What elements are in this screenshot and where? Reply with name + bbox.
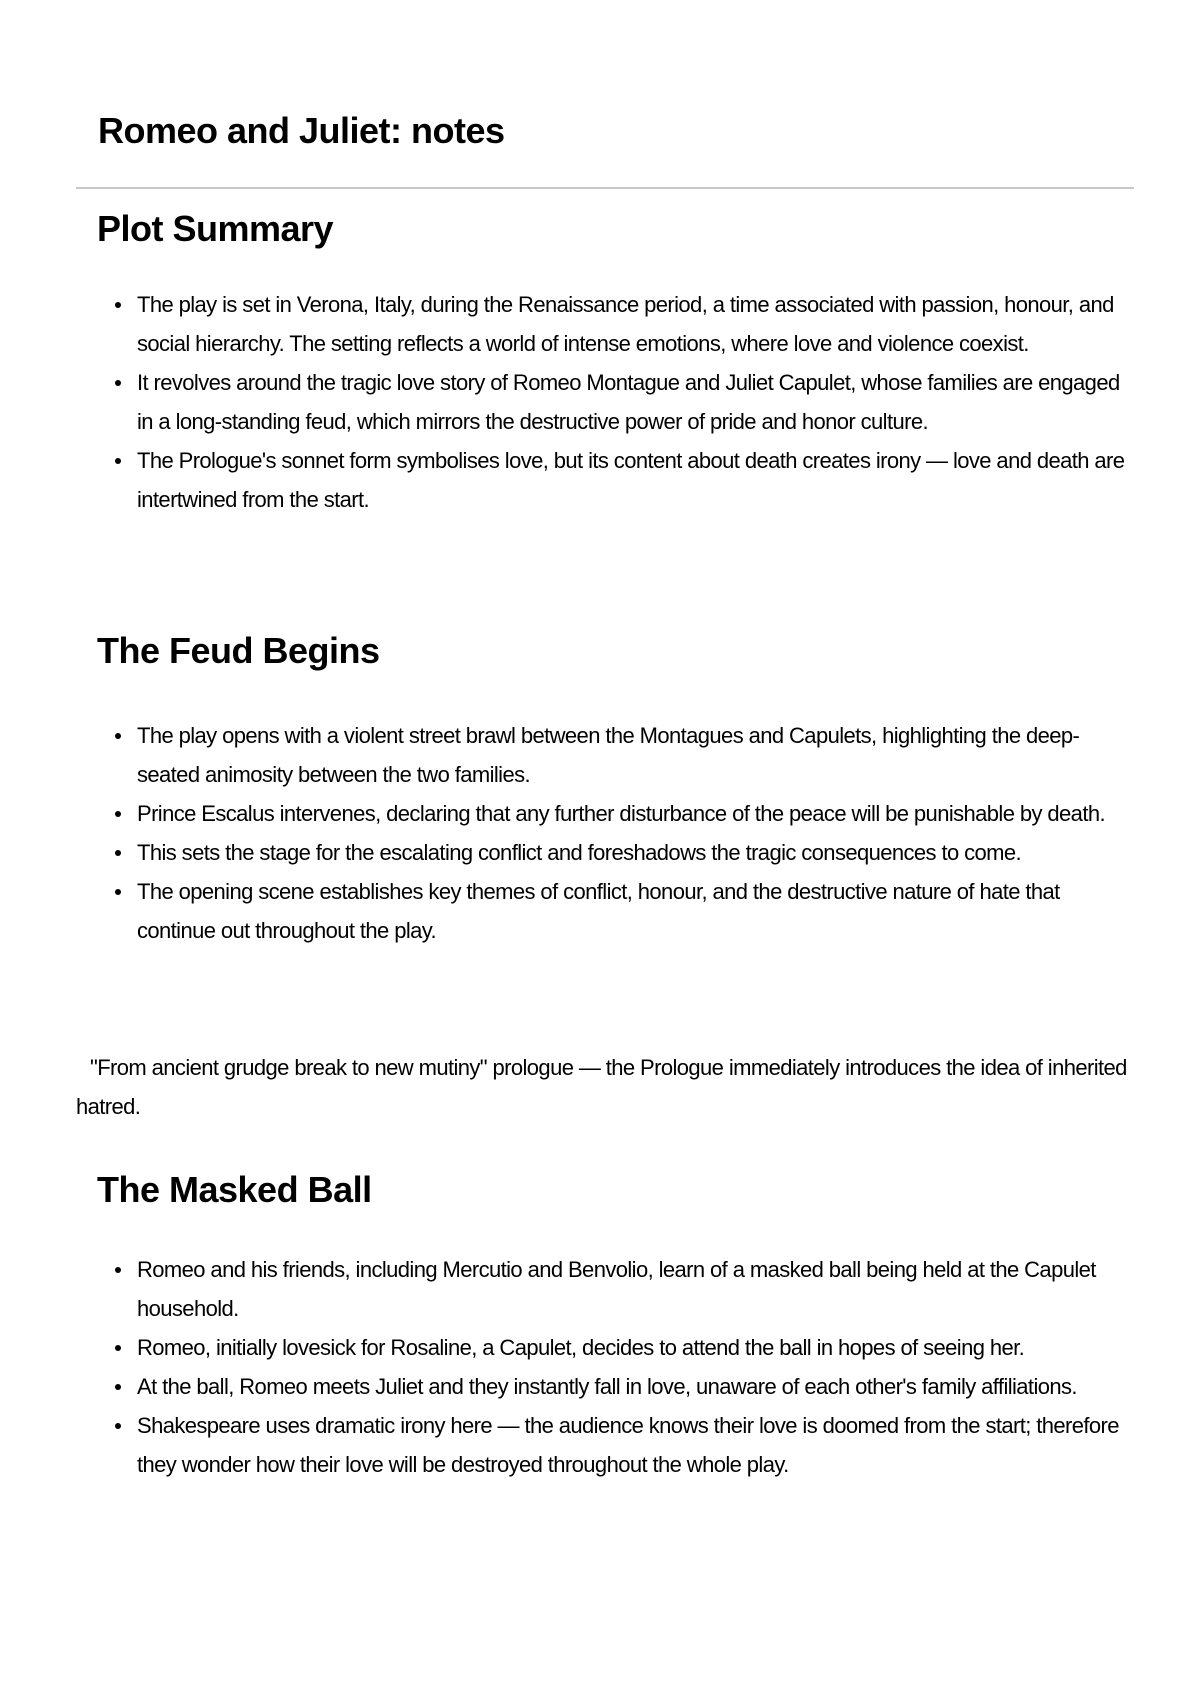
list-item: Shakespeare uses dramatic irony here — the audience knows their love is doomed from the start; therefore they wonder how their love will be destroyed throughout the whole play. bbox=[137, 1406, 1137, 1484]
title-divider bbox=[76, 187, 1134, 189]
section-heading-feud-begins: The Feud Begins bbox=[97, 630, 380, 671]
list-item: The play opens with a violent street brawl between the Montagues and Capulets, highlighting the deep-seated animosity between the two families. bbox=[137, 716, 1137, 794]
bullet-list-masked-ball bbox=[137, 1250, 1137, 1484]
list-item: Prince Escalus intervenes, declaring that any further disturbance of the peace will be punishable by death. bbox=[137, 794, 1137, 833]
list-item: The play is set in Verona, Italy, during the Renaissance period, a time associated with passion, honour, and social hierarchy. The setting reflects a world of intense emotions, where love and violence coexist. bbox=[137, 285, 1137, 363]
list-item: It revolves around the tragic love story of Romeo Montague and Juliet Capulet, whose families are engaged in a long-standing feud, which mirrors the destructive power of pride and honor culture. bbox=[137, 363, 1137, 441]
list-item: The opening scene establishes key themes of conflict, honour, and the destructive nature of hate that continue out throughout the play. bbox=[137, 872, 1137, 950]
list-item: The Prologue's sonnet form symbolises love, but its content about death creates irony — love and death are intertwined from the start. bbox=[137, 441, 1137, 519]
list-item: Romeo and his friends, including Mercutio and Benvolio, learn of a masked ball being held at the Capulet household. bbox=[137, 1250, 1137, 1328]
list-item: This sets the stage for the escalating conflict and foreshadows the tragic consequences to come. bbox=[137, 833, 1137, 872]
bullet-list-feud-begins bbox=[137, 716, 1137, 950]
section-heading-plot-summary: Plot Summary bbox=[97, 208, 334, 249]
list-item: At the ball, Romeo meets Juliet and they instantly fall in love, unaware of each other's family affiliations. bbox=[137, 1367, 1137, 1406]
prologue-quote-paragraph: "From ancient grudge break to new mutiny" prologue — the Prologue immediately introduces the idea of inherited hatred. bbox=[76, 1055, 1127, 1119]
document-title: Romeo and Juliet: notes bbox=[98, 110, 505, 151]
list-item: Romeo, initially lovesick for Rosaline, a Capulet, decides to attend the ball in hopes of seeing her. bbox=[137, 1328, 1137, 1367]
bullet-list-plot-summary bbox=[137, 285, 1137, 519]
section-heading-masked-ball: The Masked Ball bbox=[97, 1169, 372, 1210]
